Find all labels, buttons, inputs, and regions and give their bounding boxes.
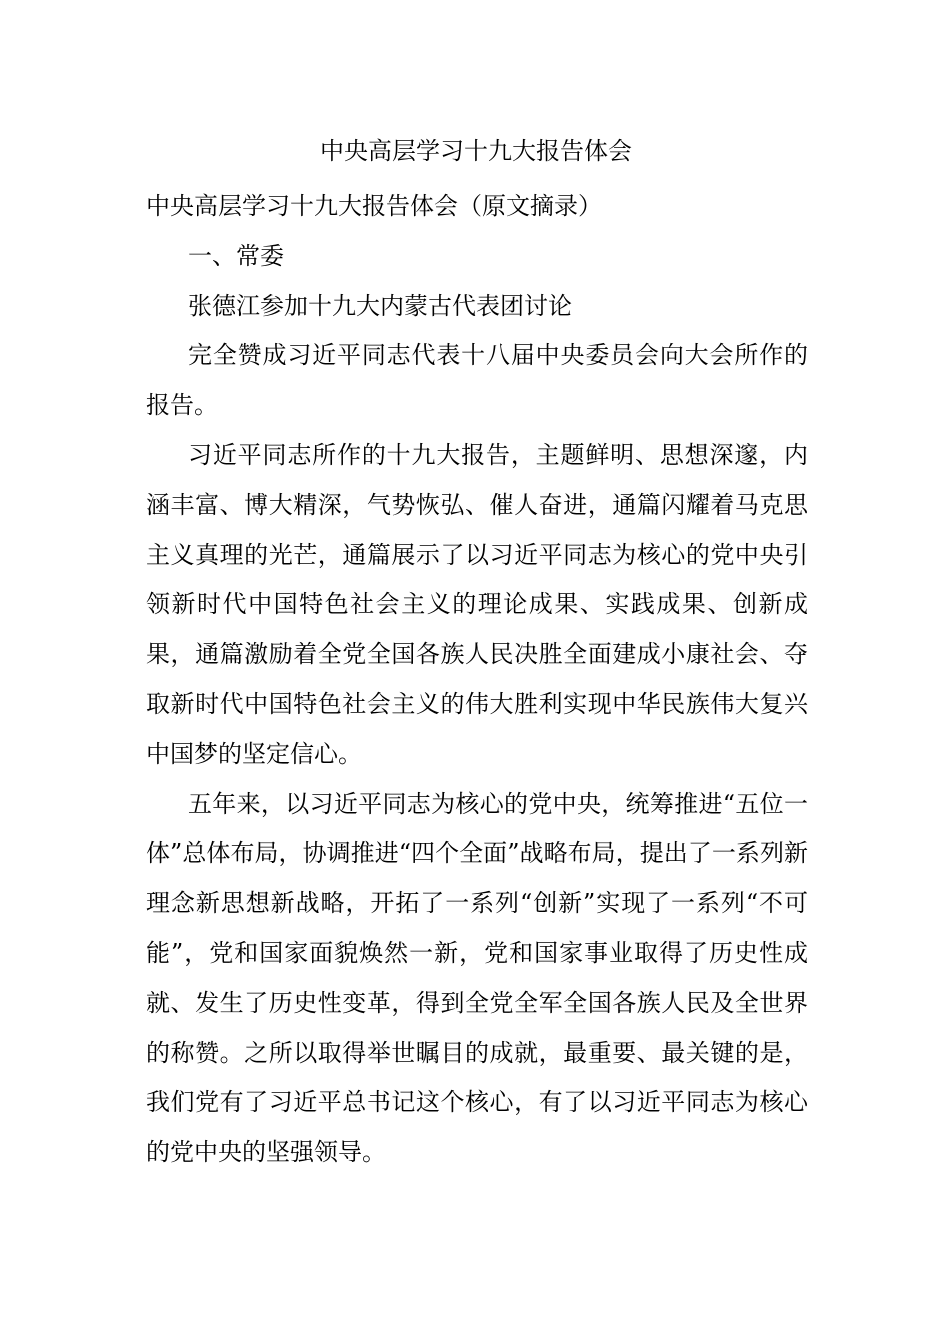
document-body — [146, 182, 808, 1178]
document-title: 中央高层学习十九大报告体会 — [320, 137, 632, 165]
paragraph: 完全赞成习近平同志代表十八届中央委员会向大会所作的报告。 — [146, 341, 808, 420]
document-subtitle: 中央高层学习十九大报告体会（原文摘录） — [146, 192, 602, 220]
paragraph: 五年来，以习近平同志为核心的党中央，统筹推进“五位一体”总体布局，协调推进“四个全面”战略布局，提出了一系列新理念新思想新战略，开拓了一系列“创新”实现了一系列“不可能”，党和国家面貌焕然一新，党和国家事业取得了历史性成就、发生了历史性变革，得到全党全军全国各族人民及全世界的称赞。之所以取得举世瞩目的成就，最重要、最关键的是，我们党有了习近平总书记这个核心，有了以习近平同志为核心的党中央的坚强领导。 — [146, 789, 808, 1167]
paragraph: 习近平同志所作的十九大报告，主题鲜明、思想深邃，内涵丰富、博大精深，气势恢弘、催人奋进，通篇闪耀着马克思主义真理的光芒，通篇展示了以习近平同志为核心的党中央引领新时代中国特色社会主义的理论成果、实践成果、创新成果，通篇激励着全党全国各族人民决胜全面建成小康社会、夺取新时代中国特色社会主义的伟大胜利实现中华民族伟大复兴中国梦的坚定信心。 — [146, 440, 808, 768]
section-heading: 一、常委 — [188, 241, 284, 270]
sub-heading: 张德江参加十九大内蒙古代表团讨论 — [188, 291, 572, 320]
